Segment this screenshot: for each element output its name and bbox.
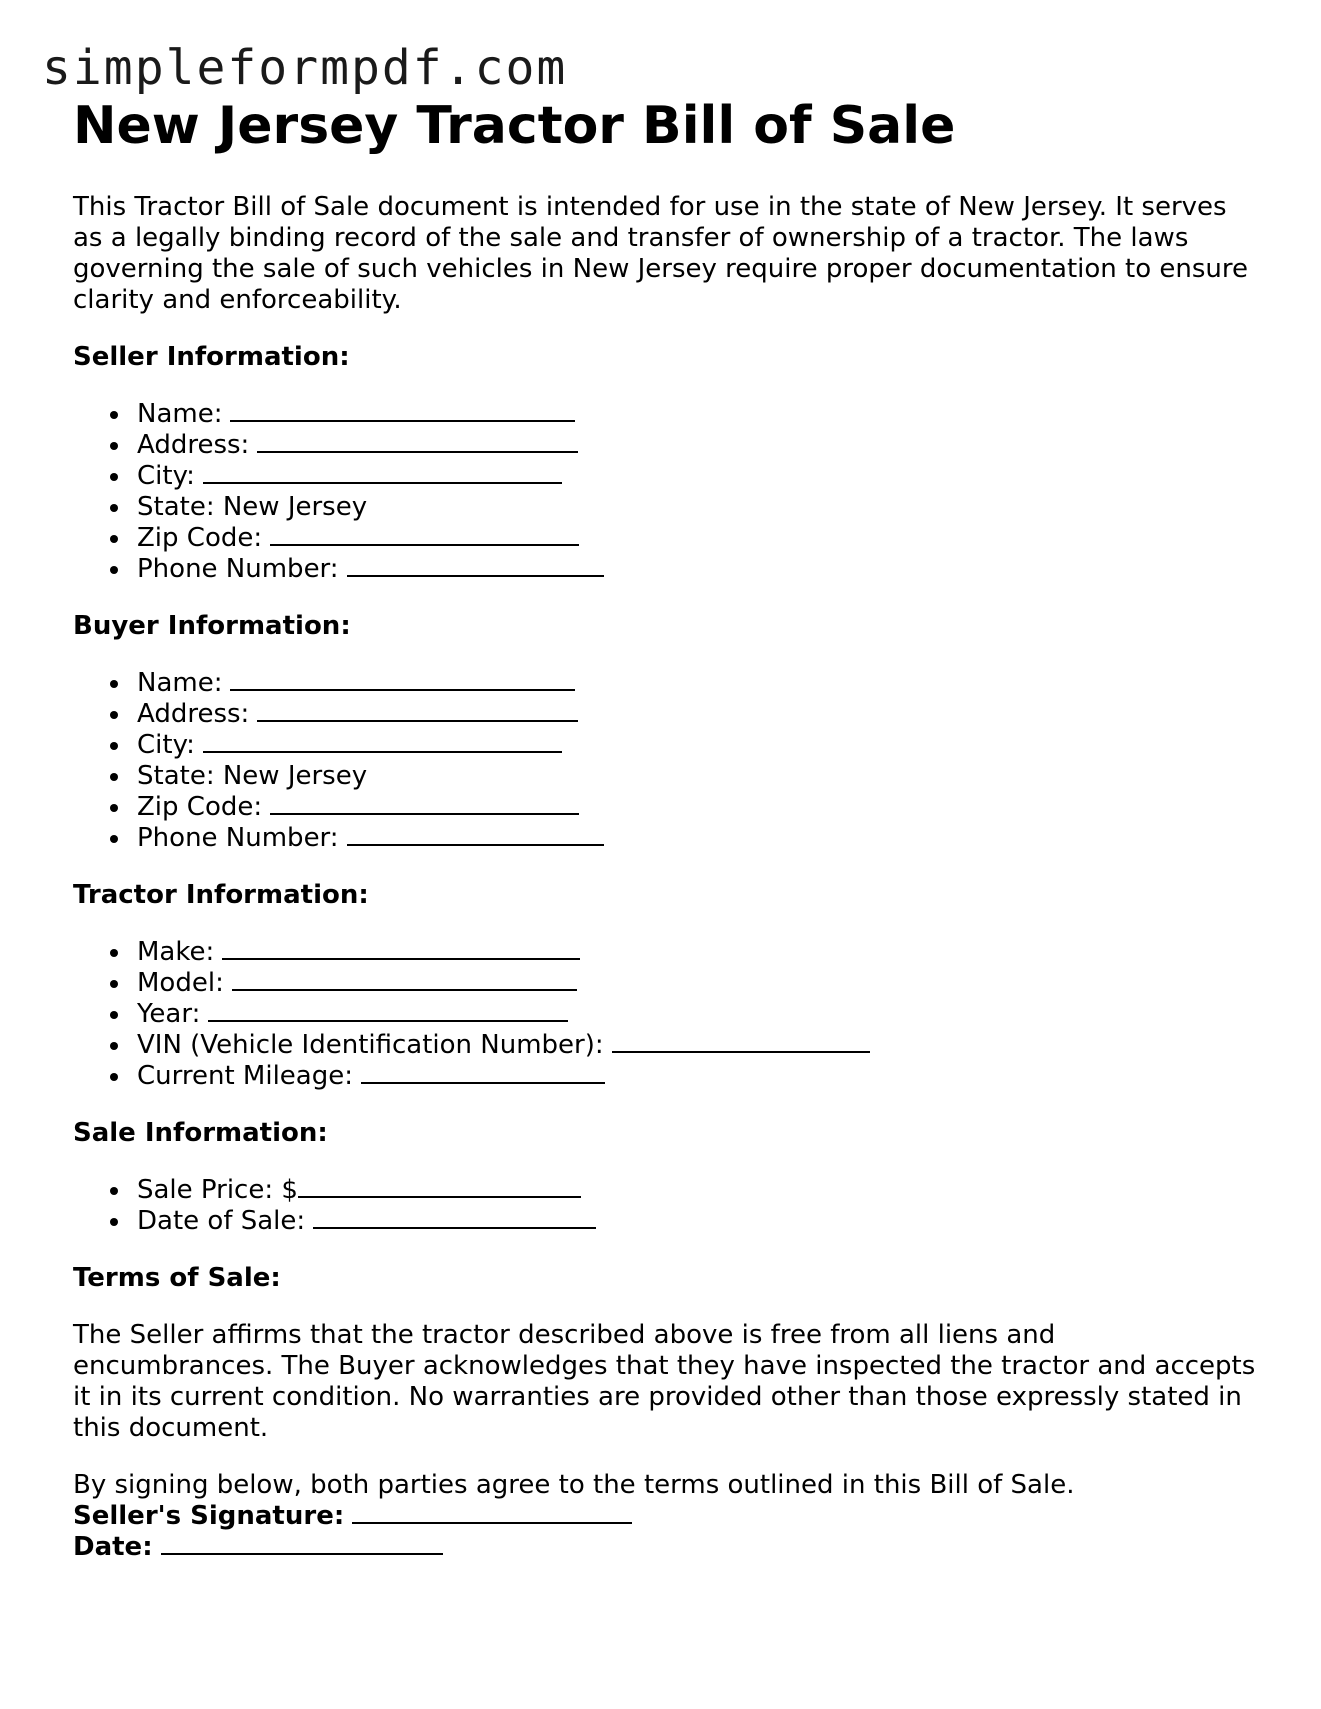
buyer-phone-input[interactable] bbox=[347, 823, 604, 846]
field-label: Date of Sale: bbox=[137, 1206, 306, 1236]
field-label: Year: bbox=[137, 999, 201, 1029]
sale-date-field bbox=[137, 1206, 1263, 1237]
seller-address-field bbox=[137, 430, 1263, 461]
date-line bbox=[73, 1532, 1263, 1563]
sale-fields bbox=[73, 1175, 1263, 1237]
tractor-year-field bbox=[137, 999, 1263, 1030]
field-label: Address: bbox=[137, 430, 250, 460]
tractor-mileage-field bbox=[137, 1061, 1263, 1092]
tractor-model-input[interactable] bbox=[232, 968, 577, 991]
seller-state-field bbox=[137, 492, 1263, 523]
tractor-model-field bbox=[137, 968, 1263, 999]
agreement-paragraph: By signing below, both parties agree to the terms outlined in this Bill of Sale. bbox=[73, 1470, 1075, 1500]
seller-phone-field bbox=[137, 554, 1263, 585]
field-label: VIN (Vehicle Identification Number): bbox=[137, 1030, 604, 1060]
field-label: Name: bbox=[137, 399, 223, 429]
document-title: New Jersey Tractor Bill of Sale bbox=[73, 96, 956, 156]
intro-paragraph: This Tractor Bill of Sale document is intended for use in the state of New Jersey. It serves as a legally binding record of the sale and transfer of ownership of a tractor. The laws governing the sale of such vehicles in New Jersey require proper documentation to ensure clarity and enforceability. bbox=[73, 192, 1249, 315]
watermark: simpleformpdf.com bbox=[42, 40, 568, 96]
terms-paragraph: The Seller affirms that the tractor described above is free from all liens and encumbrances. The Buyer acknowledges that they have inspected the tractor and accepts it in its current condition. No warranties are provided other than those expressly stated in this document. bbox=[73, 1320, 1256, 1443]
seller-phone-input[interactable] bbox=[347, 554, 604, 577]
signature-date-input[interactable] bbox=[161, 1532, 443, 1555]
tractor-year-input[interactable] bbox=[208, 999, 568, 1022]
seller-zip-field bbox=[137, 523, 1263, 554]
buyer-state-field bbox=[137, 761, 1263, 792]
sale-price-input[interactable] bbox=[298, 1175, 581, 1198]
sale-price-field bbox=[137, 1175, 1263, 1206]
buyer-name-input[interactable] bbox=[230, 668, 575, 691]
buyer-phone-field bbox=[137, 823, 1263, 854]
buyer-address-input[interactable] bbox=[257, 699, 578, 722]
field-label: Address: bbox=[137, 699, 250, 729]
tractor-mileage-input[interactable] bbox=[361, 1061, 605, 1084]
seller-fields bbox=[73, 399, 1263, 585]
terms-heading: Terms of Sale: bbox=[73, 1263, 281, 1293]
buyer-zip-input[interactable] bbox=[270, 792, 579, 815]
field-label: Name: bbox=[137, 668, 223, 698]
tractor-vin-input[interactable] bbox=[612, 1030, 870, 1053]
seller-city-input[interactable] bbox=[203, 461, 562, 484]
seller-signature-input[interactable] bbox=[352, 1501, 632, 1524]
tractor-vin-field bbox=[137, 1030, 1263, 1061]
field-label: State: New Jersey bbox=[137, 492, 368, 522]
seller-address-input[interactable] bbox=[257, 430, 578, 453]
buyer-zip-field bbox=[137, 792, 1263, 823]
field-label: Zip Code: bbox=[137, 792, 263, 822]
seller-heading: Seller Information: bbox=[73, 342, 350, 372]
field-label: Phone Number: bbox=[137, 554, 339, 584]
buyer-heading: Buyer Information: bbox=[73, 611, 351, 641]
buyer-fields bbox=[73, 668, 1263, 854]
field-label: Current Mileage: bbox=[137, 1061, 353, 1091]
buyer-name-field bbox=[137, 668, 1263, 699]
field-label: City: bbox=[137, 730, 195, 760]
tractor-make-field bbox=[137, 937, 1263, 968]
seller-zip-input[interactable] bbox=[270, 523, 579, 546]
sale-date-input[interactable] bbox=[313, 1206, 596, 1229]
buyer-address-field bbox=[137, 699, 1263, 730]
sale-heading: Sale Information: bbox=[73, 1118, 328, 1148]
field-label: Model: bbox=[137, 968, 224, 998]
seller-signature-line bbox=[73, 1501, 1263, 1532]
field-label: Zip Code: bbox=[137, 523, 263, 553]
field-label: Make: bbox=[137, 937, 215, 967]
seller-name-input[interactable] bbox=[230, 399, 575, 422]
document-page bbox=[73, 90, 1263, 1563]
seller-signature-label: Seller's Signature: bbox=[73, 1501, 345, 1531]
tractor-heading: Tractor Information: bbox=[73, 880, 369, 910]
date-label: Date: bbox=[73, 1532, 153, 1562]
buyer-city-input[interactable] bbox=[203, 730, 562, 753]
field-label: State: New Jersey bbox=[137, 761, 368, 791]
seller-city-field bbox=[137, 461, 1263, 492]
field-label: Sale Price: $ bbox=[137, 1175, 298, 1205]
seller-name-field bbox=[137, 399, 1263, 430]
tractor-fields bbox=[73, 937, 1263, 1092]
field-label: Phone Number: bbox=[137, 823, 339, 853]
buyer-city-field bbox=[137, 730, 1263, 761]
field-label: City: bbox=[137, 461, 195, 491]
tractor-make-input[interactable] bbox=[222, 937, 580, 960]
